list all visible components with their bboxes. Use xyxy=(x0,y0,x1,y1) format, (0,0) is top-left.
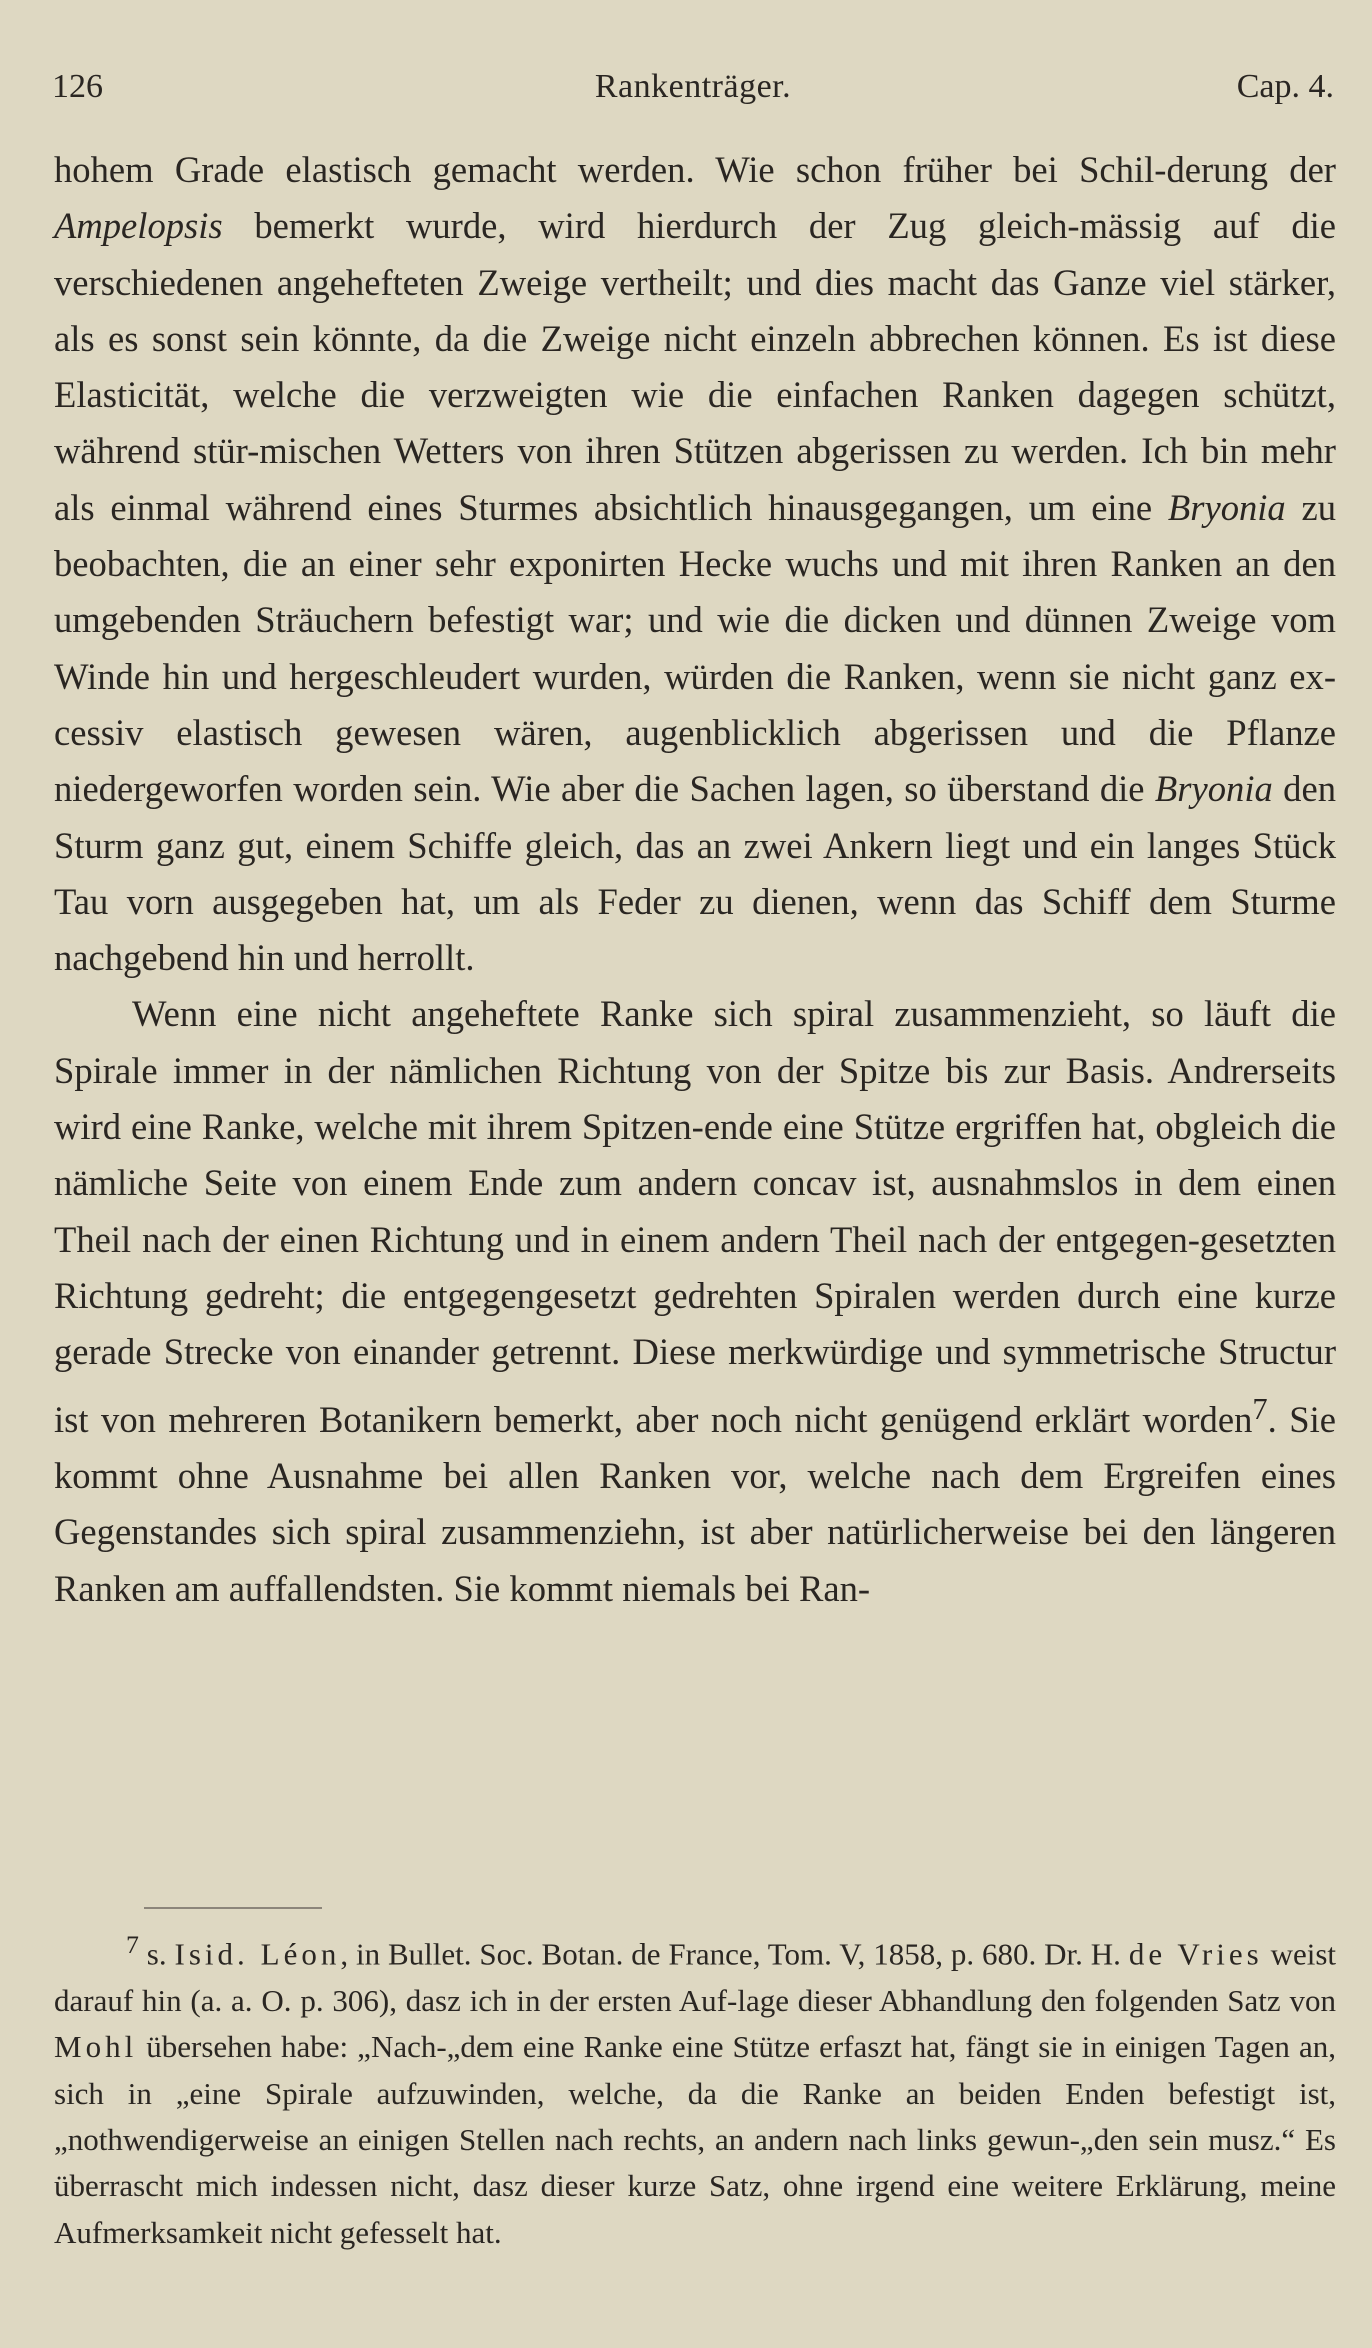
footnote-text: s. xyxy=(138,1936,175,1972)
chapter-label: Cap. 4. xyxy=(1236,68,1334,105)
footnote-marker: 7 xyxy=(126,1930,139,1959)
footnote-text: weist darauf hin (a. a. O. p. 306), dasz ich in der ersten Auf-lage dieser Abhandlung den folgenden Satz von xyxy=(54,1936,1337,2018)
page-number: 126 xyxy=(52,68,103,105)
footnote-text: übersehen habe: „Nach-„dem eine Ranke eine Stütze erfaszt hat, fängt sie in einigen Tagen an, sich in „eine Spirale aufzuwinden, welche, da die Ranke an beiden Enden befestigt ist, „nothwendigerweise an einigen Stellen nach rechts, an andern nach links gewun-„den sein musz.“ Es überrascht mich indessen nicht, dasz dieser kurze Satz, ohne irgend eine weitere Erklärung, meine Aufmerksamkeit nicht gefesselt hat. xyxy=(54,2029,1336,2250)
author-name: Mohl xyxy=(54,2029,138,2065)
species-name: Bryonia xyxy=(1167,486,1286,528)
text-run: hohem Grade elastisch gemacht werden. Wie schon früher bei Schil-derung der xyxy=(54,149,1336,190)
running-title: Rankenträger. xyxy=(594,68,792,105)
footnote-reference: 7 xyxy=(1252,1391,1268,1426)
footnotes xyxy=(54,1922,1336,2256)
running-header xyxy=(52,62,1334,112)
paragraph-2 xyxy=(54,986,1336,1616)
species-name: Bryonia xyxy=(1154,768,1273,810)
species-name: Ampelopsis xyxy=(54,205,223,247)
footnote-separator xyxy=(144,1907,322,1909)
main-text xyxy=(54,142,1336,1617)
footnote-7 xyxy=(54,1922,1336,2256)
text-run: . Sie kommt ohne Ausnahme bei allen Ranken vor, welche nach dem Ergreifen eines Gegenstandes sich spiral zusammenziehn, ist aber natürlicherweise bei den längeren Ranken am auffallendsten. Sie kommt niemals bei Ran- xyxy=(54,1398,1336,1609)
text-run: den Sturm ganz gut, einem Schiffe gleich, das an zwei Ankern liegt und ein langes Stück Tau vorn ausgegeben hat, um als Feder zu dienen, wenn das Schiff dem Sturme nachgebend hin und herrollt. xyxy=(54,768,1336,979)
text-run: bemerkt wurde, wird hierdurch der Zug gleich-mässig auf die verschiedenen angehefteten Zweige vertheilt; und dies macht das Ganze viel stärker, als es sonst sein könnte, da die Zweige nicht einzeln abbrechen können. Es ist diese Elasticität, welche die verzweigten wie die einfachen Ranken dagegen schützt, während stür-mischen Wetters von ihren Stützen abgerissen zu werden. Ich bin mehr als einmal während eines Sturmes absichtlich hinausgegangen, um eine xyxy=(54,205,1336,528)
author-name: Isid. Léon xyxy=(174,1936,341,1972)
author-name: de Vries xyxy=(1128,1936,1263,1972)
text-run: zu beobachten, die an einer sehr exponirten Hecke wuchs und mit ihren Ranken an den umgebenden Sträuchern befestigt war; und wie die dicken und dünnen Zweige vom Winde hin und hergeschleudert wurden, würden die Ranken, wenn sie nicht ganz ex-cessiv elastisch gewesen wären, augenblicklich abgerissen und die Pflanze niedergeworfen worden sein. Wie aber die Sachen lagen, so überstand die xyxy=(54,486,1336,810)
footnote-text: , in Bullet. Soc. Botan. de France, Tom. V, 1858, p. 680. Dr. H. xyxy=(340,1936,1129,1972)
paragraph-1 xyxy=(54,142,1336,986)
text-run: Wenn eine nicht angeheftete Ranke sich spiral zusammenzieht, so läuft die Spirale immer in der nämlichen Richtung von der Spitze bis zur Basis. Andrerseits wird eine Ranke, welche mit ihrem Spitzen-ende eine Stütze ergriffen hat, obgleich die nämliche Seite von einem Ende zum andern concav ist, ausnahmslos in dem einen Theil nach der einen Richtung und in einem andern Theil nach der entgegen-gesetzten Richtung gedreht; die entgegengesetzt gedrehten Spiralen werden durch eine kurze gerade Strecke von einander getrennt. Diese merkwürdige und symmetrische Structur ist von mehreren Botanikern bemerkt, aber noch nicht genügend erklärt worden xyxy=(54,993,1336,1440)
